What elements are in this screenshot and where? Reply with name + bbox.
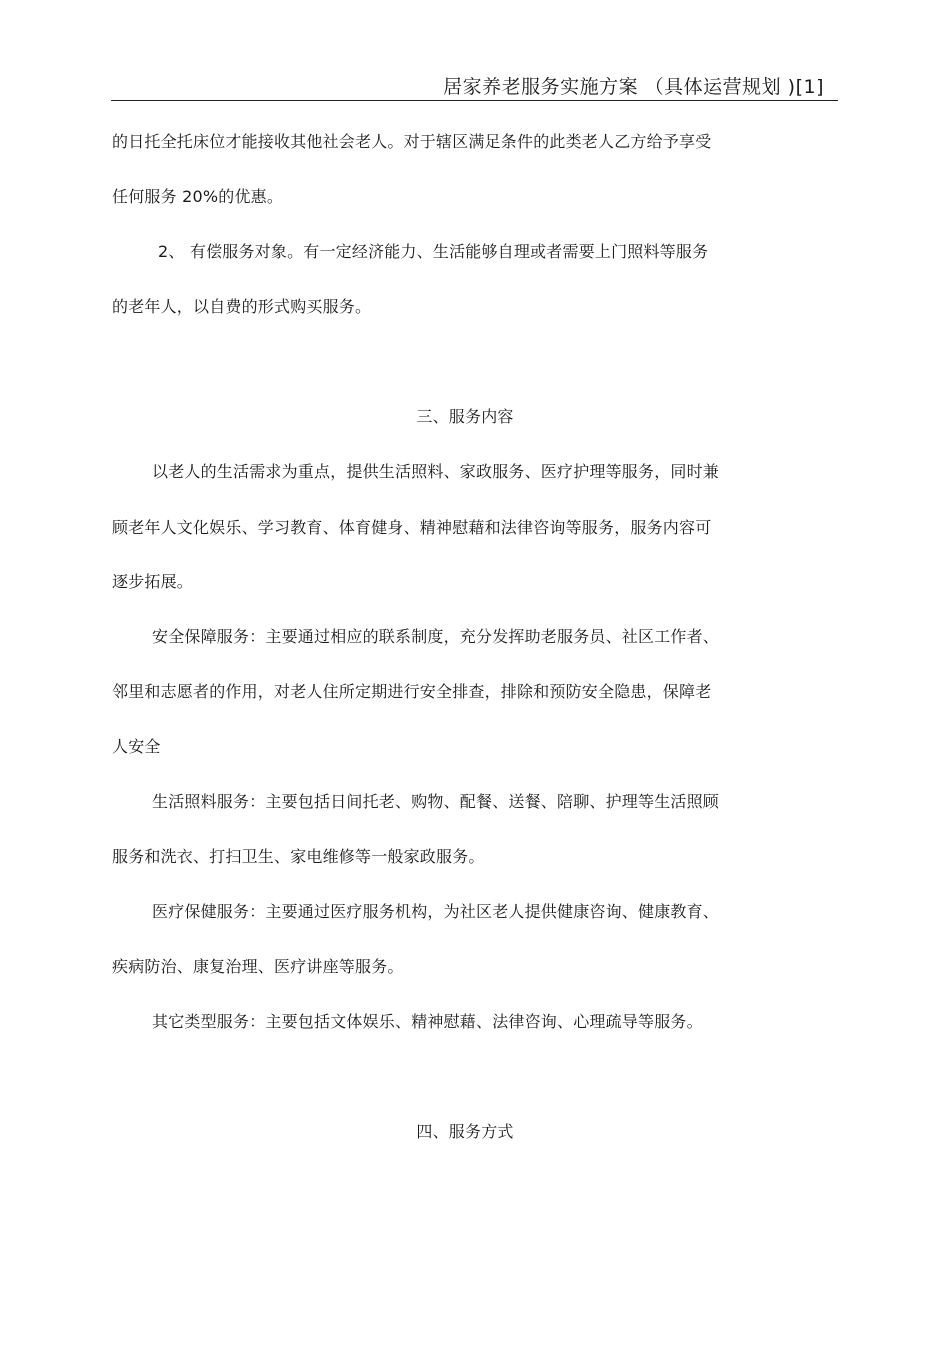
paragraph-line: 疾病防治、康复治理、医疗讲座等服务。 (112, 957, 404, 976)
paragraph-line: 服务和洗衣、打扫卫生、家电维修等一般家政服务。 (112, 847, 485, 866)
paragraph-line: 邻里和志愿者的作用，对老人住所定期进行安全排查，排除和预防安全隐患，保障老 (112, 682, 712, 701)
paragraph-line: 以老人的生活需求为重点，提供生活照料、家政服务、医疗护理等服务，同时兼 (152, 462, 720, 481)
paragraph-line: 生活照料服务：主要包括日间托老、购物、配餐、送餐、陪聊、护理等生活照顾 (152, 792, 720, 811)
section-heading-service-method: 四、服务方式 (416, 1122, 514, 1141)
section-heading-service-content: 三、服务内容 (416, 407, 514, 426)
paragraph-line: 人安全 (112, 737, 161, 756)
header-divider (111, 100, 838, 101)
paragraph-line: 顾老年人文化娱乐、学习教育、体育健身、精神慰藉和法律咨询等服务，服务内容可 (112, 518, 712, 537)
paragraph-line: 的老年人，以自费的形式购买服务。 (112, 297, 372, 316)
paragraph-line: 逐步拓展。 (112, 572, 194, 591)
paragraph-line: 安全保障服务：主要通过相应的联系制度，充分发挥助老服务员、社区工作者、 (152, 627, 720, 646)
paragraph-line: 任何服务 20%的优惠。 (112, 187, 284, 206)
page-header-title: 居家养老服务实施方案 （具体运营规划 )[1] (443, 76, 824, 98)
paragraph-line: 其它类型服务：主要包括文体娱乐、精神慰藉、法律咨询、心理疏导等服务。 (152, 1012, 703, 1031)
list-item-line: 2、 有偿服务对象。有一定经济能力、生活能够自理或者需要上门照料等服务 (158, 242, 709, 261)
paragraph-line: 医疗保健服务：主要通过医疗服务机构，为社区老人提供健康咨询、健康教育、 (152, 902, 720, 921)
paragraph-line: 的日托全托床位才能接收其他社会老人。对于辖区满足条件的此类老人乙方给予享受 (112, 132, 712, 151)
